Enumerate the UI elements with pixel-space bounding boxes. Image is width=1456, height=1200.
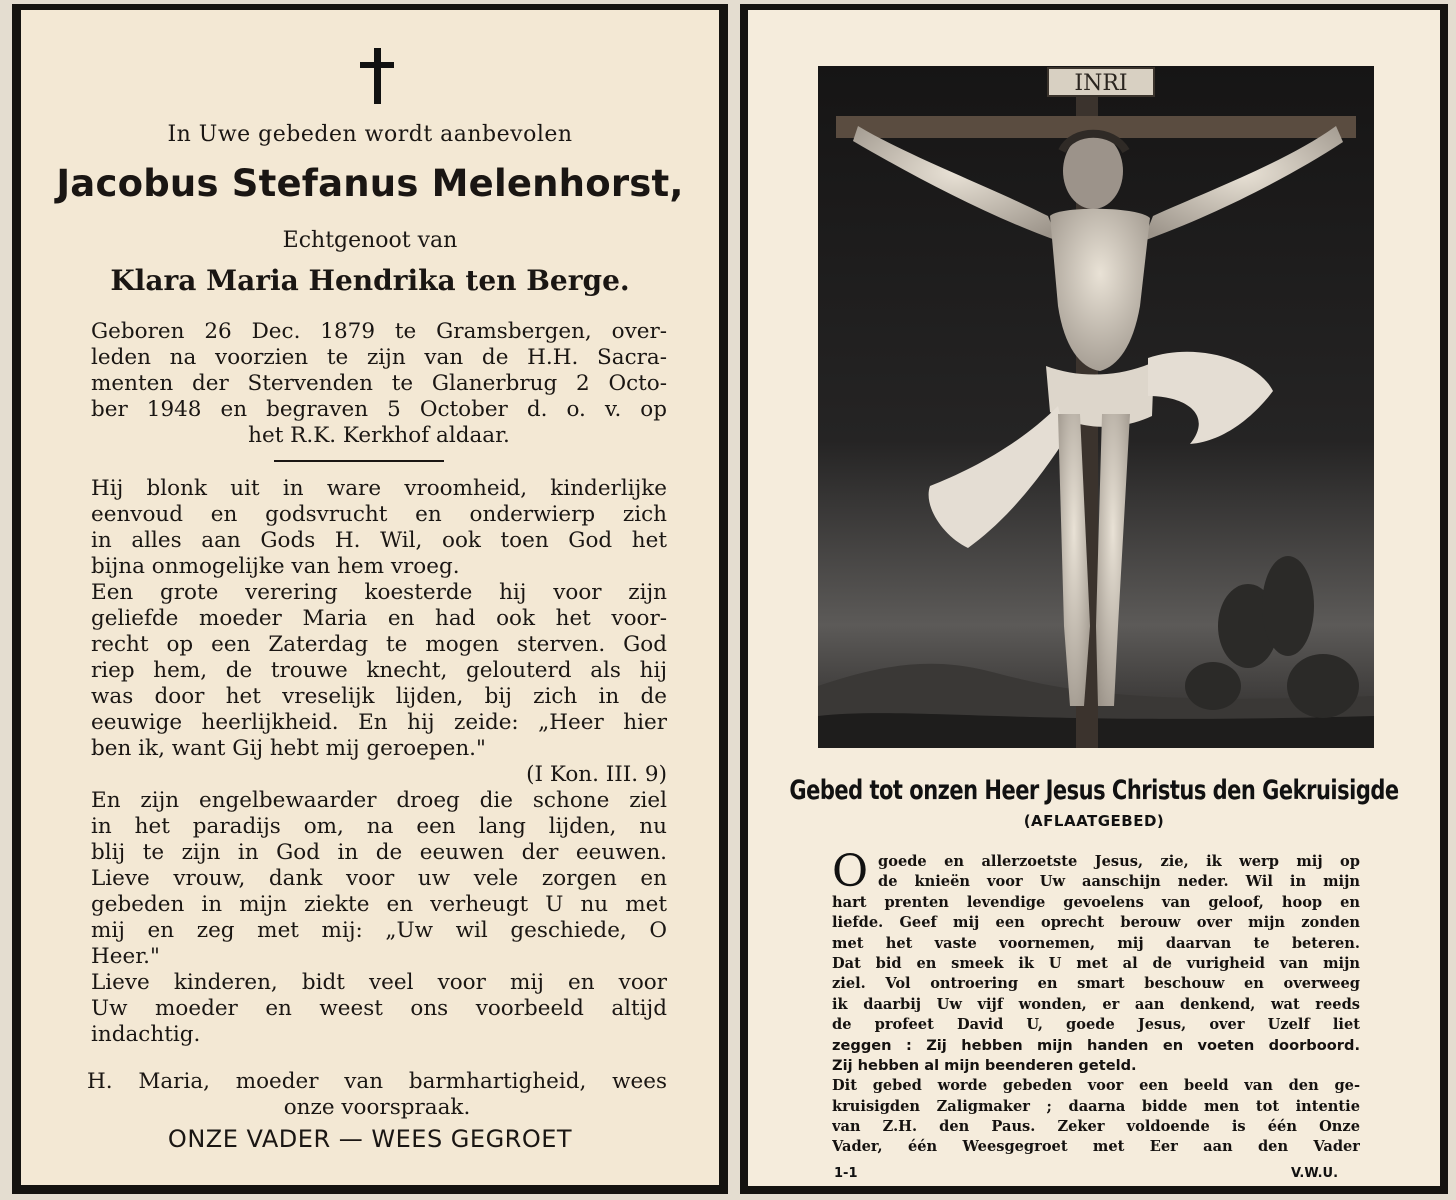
prayer-line: Zij hebben al mijn beenderen geteld. xyxy=(832,1056,1137,1074)
prayer-line: Dat bid en smeek ik U met al de vurigheid van mijn xyxy=(832,954,1360,972)
prayer-line: liefde. Geef mij een oprecht berouw over mijn zonden xyxy=(832,914,1360,932)
tribute-line: gebeden in mijn ziekte en verheugt U nu met xyxy=(91,892,667,917)
bio-line: Geboren 26 Dec. 1879 te Gramsbergen, over- xyxy=(91,319,667,344)
tribute-line: riep hem, de trouwe knecht, gelouterd als hij xyxy=(91,658,667,683)
tribute-line: eenvoud en godsvrucht en onderwierp zich xyxy=(91,502,667,527)
tribute-line: ben ik, want Gij hebt mij geroepen." xyxy=(91,736,486,761)
tribute-line: Heer." xyxy=(91,944,160,969)
memorial-card-image-side xyxy=(740,4,1448,1194)
deceased-name: Jacobus Stefanus Melenhorst, xyxy=(56,162,684,205)
tribute-line: Hij blonk uit in ware vroomheid, kinderlijke xyxy=(91,476,667,501)
tribute-line: geliefde moeder Maria en had ook het voor- xyxy=(91,606,667,631)
tribute-line: eeuwige heerlijkheid. En hij zeide: „Heer hier xyxy=(91,710,667,735)
prayer-line: hart prenten levendige gevoelens van geloof, hoop en xyxy=(832,893,1360,911)
prayer-title: Gebed tot onzen Heer Jesus Christus den Gekruisigde xyxy=(789,775,1399,805)
spouse-label: Echtgenoot van xyxy=(282,228,458,253)
print-code: 1-1 xyxy=(834,1166,858,1181)
bio-line: menten der Stervenden te Glanerbrug 2 Octo- xyxy=(91,371,667,396)
tribute-line: Lieve vrouw, dank voor uw vele zorgen en xyxy=(91,866,667,891)
bio-line: ber 1948 en begraven 5 October d. o. v. op xyxy=(91,397,667,422)
scripture-reference: (I Kon. III. 9) xyxy=(526,762,667,787)
tribute-line: recht op een Zaterdag te mogen sterven. God xyxy=(91,632,667,657)
closing-line: H. Maria, moeder van barmhartigheid, wees xyxy=(87,1069,667,1094)
intro-line: In Uwe gebeden wordt aanbevolen xyxy=(167,122,573,147)
prayer-body xyxy=(832,846,1360,1158)
prayer-instruction: ONZE VADER — WEES GEGROET xyxy=(167,1125,573,1153)
prayer-subtitle: (AFLAATGEBED) xyxy=(1023,812,1165,830)
prayer-line: Vader, één Weesgegroet met Eer aan den Vader xyxy=(832,1138,1360,1156)
drop-cap: O xyxy=(832,846,869,897)
closing-line: onze voorspraak. xyxy=(283,1095,471,1120)
biography-paragraph xyxy=(91,319,667,449)
tribute-line: bijna onmogelijke van hem vroeg. xyxy=(91,554,460,579)
prayer-line: ik daarbij Uw vijf wonden, er aan denkend, wat reeds xyxy=(832,995,1360,1013)
prayer-line: kruisigden Zaligmaker ; daarna bidde men tot intentie xyxy=(832,1097,1360,1115)
tribute-line: in alles aan Gods H. Wil, ook toen God het xyxy=(91,528,667,553)
tribute-line: blij te zijn in God in de eeuwen der eeuwen. xyxy=(91,840,667,865)
inri-inscription: INRI xyxy=(1074,71,1128,96)
bio-line: het R.K. Kerkhof aldaar. xyxy=(248,423,510,448)
crucifixion-illustration xyxy=(818,66,1374,748)
crucifixion-image xyxy=(818,66,1374,748)
prayer-line: de profeet David U, goede Jesus, over Uzelf liet xyxy=(832,1016,1360,1034)
bio-line: leden na voorzien te zijn van de H.H. Sacra- xyxy=(91,345,667,370)
tribute-line: mij en zeg met mij: „Uw wil geschiede, O xyxy=(91,918,667,943)
tribute-line: was door het vreselijk lijden, bij zich in de xyxy=(91,684,667,709)
spouse-name: Klara Maria Hendrika ten Berge. xyxy=(110,264,630,297)
prayer-line: ziel. Vol ontroering en smart beschouw en overweeg xyxy=(832,975,1360,993)
memorial-card-text-side xyxy=(12,4,728,1194)
prayer-line: goede en allerzoetste Jesus, zie, ik werp mij op xyxy=(878,853,1360,870)
prayer-line: van Z.H. den Paus. Zeker voldoende is één Onze xyxy=(832,1118,1360,1136)
tribute-line: Uw moeder en weest ons voorbeeld altijd xyxy=(91,996,667,1021)
cross-icon xyxy=(360,48,394,104)
tribute-line: En zijn engelbewaarder droeg die schone ziel xyxy=(91,788,667,813)
divider xyxy=(274,460,444,462)
prayer-line: met het vaste voornemen, mij daarvan te beteren. xyxy=(832,934,1360,952)
closing-invocation xyxy=(87,1069,667,1121)
tribute-paragraph xyxy=(91,476,667,1048)
prayer-line: de knieën voor Uw aanschijn neder. Wil in mijn xyxy=(878,873,1360,891)
tribute-line: in het paradijs om, na een lang lijden, nu xyxy=(91,814,667,839)
prayer-line: Dit gebed worde gebeden voor een beeld van den ge- xyxy=(832,1077,1360,1095)
publisher-mark: V.W.U. xyxy=(1291,1166,1339,1181)
prayer-line: zeggen : Zij hebben mijn handen en voeten doorboord. xyxy=(832,1036,1360,1054)
tribute-line: Lieve kinderen, bidt veel voor mij en voor xyxy=(91,970,667,995)
tribute-line: Een grote verering koesterde hij voor zijn xyxy=(91,580,667,605)
tribute-line: indachtig. xyxy=(91,1022,201,1047)
